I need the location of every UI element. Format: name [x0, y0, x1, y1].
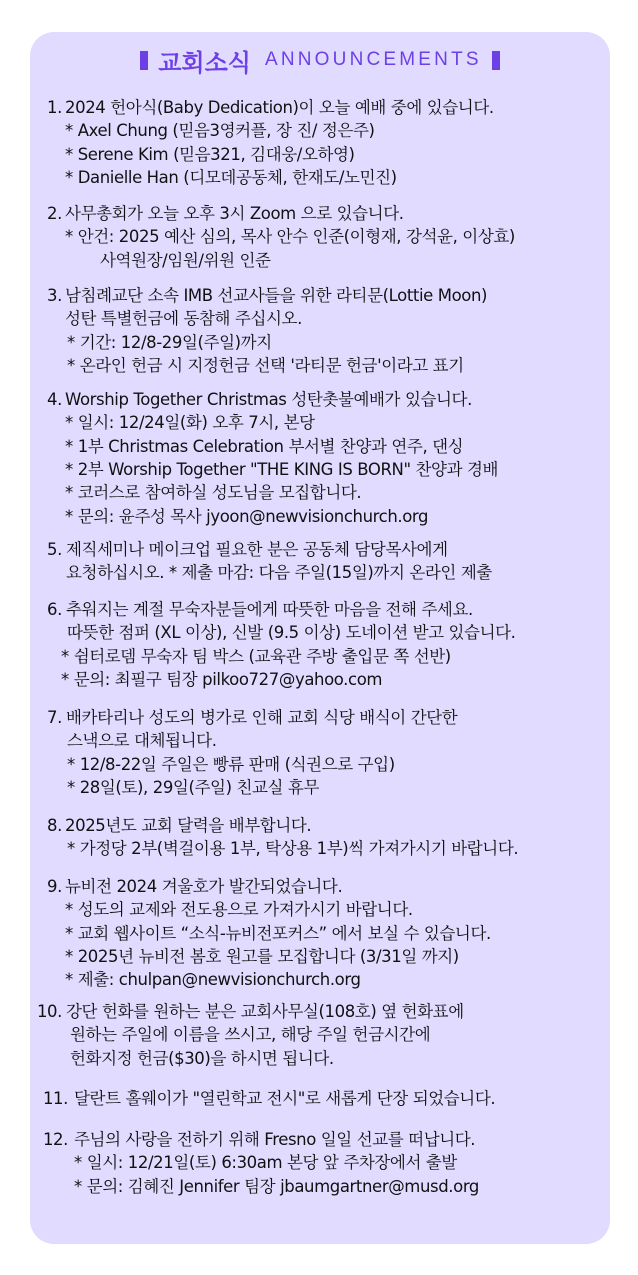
item-line: * 기간: 12/8-29일(주일)까지: [67, 332, 272, 352]
item-line: 스낵으로 대체됩니다.: [67, 731, 217, 751]
left-bar-icon: [140, 51, 148, 70]
item-number: 1.: [47, 98, 62, 117]
item-line: * 쉼터로뎀 무숙자 팀 박스 (교육관 주방 출입문 쪽 선반): [61, 646, 451, 666]
item-line: * 28일(토), 29일(주일) 친교실 휴무: [67, 777, 320, 797]
item-line: * Axel Chung (믿음3영커플, 장 진/ 정은주): [65, 121, 375, 141]
item-line: * 2025년 뉴비전 봄호 원고를 모집합니다 (3/31일 까지): [65, 946, 459, 966]
item-number: 11.: [42, 1089, 68, 1108]
item-line: * 제출: chulpan@newvisionchurch.org: [65, 970, 361, 990]
item-line: * 안건: 2025 예산 심의, 목사 안수 인준(이형재, 강석윤, 이상효): [65, 227, 515, 247]
item-line: 따뜻한 점퍼 (XL 이상), 신발 (9.5 이상) 도네이션 받고 있습니다.: [67, 623, 516, 643]
item-line: * 12/8-22일 주일은 빵류 판매 (식권으로 구입): [67, 754, 395, 774]
item-line: 사무총회가 오늘 오후 3시 Zoom 으로 있습니다.: [65, 204, 404, 223]
item-number: 7.: [47, 708, 62, 727]
title-korean: 교회소식: [158, 47, 251, 77]
item-line: * 문의: 최필구 팀장 pilkoo727@yahoo.com: [61, 669, 383, 689]
item-number: 5.: [47, 540, 62, 559]
item-line: * 일시: 12/21일(토) 6:30am 본당 앞 주차장에서 출발: [74, 1153, 457, 1173]
item-line: 달란트 홀웨이가 "열린학교 전시"로 새롭게 단장 되었습니다.: [74, 1089, 496, 1108]
item-line: * 1부 Christmas Celebration 부서별 찬양과 연주, 댄싱: [65, 436, 464, 456]
item-line: 남침례교단 소속 IMB 선교사들을 위한 라티문(Lottie Moon): [65, 286, 488, 305]
item-line: * Serene Kim (믿음321, 김대웅/오하영): [65, 144, 355, 164]
item-line: * Danielle Han (디모데공동체, 한재도/노민진): [65, 167, 397, 187]
item-line: 주님의 사랑을 전하기 위해 Fresno 일일 선교를 떠납니다.: [74, 1130, 476, 1149]
item-line: 제직세미나 메이크업 필요한 분은 공동체 담당목사에게: [66, 540, 448, 559]
item-number: 10.: [36, 1002, 62, 1021]
item-number: 3.: [47, 286, 62, 305]
item-line: 2024 헌아식(Baby Dedication)이 오늘 예배 중에 있습니다.: [65, 98, 494, 117]
item-number: 6.: [47, 600, 62, 619]
item-line: * 코러스로 참여하실 성도님을 모집합니다.: [65, 483, 362, 503]
announcements-card: [30, 32, 610, 1244]
item-line: * 온라인 헌금 시 지정헌금 선택 '라티문 헌금'이라고 표기: [67, 355, 464, 375]
item-line: * 2부 Worship Together "THE KING IS BORN" 찬양과 경배: [65, 459, 499, 479]
item-line: 강단 헌화를 원하는 분은 교회사무실(108호) 옆 헌화표에: [66, 1002, 464, 1021]
item-line: * 성도의 교제와 전도용으로 가져가시기 바랍니다.: [65, 900, 413, 920]
item-line: 요청하십시오. * 제출 마감: 다음 주일(15일)까지 온라인 제출: [66, 563, 492, 583]
item-line: * 가정당 2부(벽걸이용 1부, 탁상용 1부)씩 가져가시기 바랍니다.: [67, 839, 519, 859]
item-line: Worship Together Christmas 성탄촛불예배가 있습니다.: [65, 390, 472, 409]
item-line: 헌화지정 헌금($30)을 하시면 됩니다.: [70, 1048, 334, 1068]
item-line: 성탄 특별헌금에 동참해 주십시오.: [65, 309, 302, 329]
item-line: 배카타리나 성도의 병가로 인해 교회 식당 배식이 간단한: [66, 708, 458, 727]
announcements-header: [30, 44, 610, 76]
item-line: 원하는 주일에 이름을 쓰시고, 해당 주일 헌금시간에: [70, 1025, 431, 1045]
item-number: 2.: [47, 204, 62, 223]
item-number: 8.: [47, 816, 62, 835]
item-line: * 문의: 윤주성 목사 jyoon@newvisionchurch.org: [65, 506, 429, 526]
item-line: 뉴비전 2024 겨울호가 발간되었습니다.: [65, 877, 343, 896]
item-line: * 문의: 김혜진 Jennifer 팀장 jbaumgartner@musd.org: [74, 1176, 480, 1196]
item-line: 추워지는 계절 무숙자분들에게 따뜻한 마음을 전해 주세요.: [66, 600, 473, 619]
item-line: * 일시: 12/24일(화) 오후 7시, 본당: [65, 413, 315, 433]
item-number: 9.: [47, 877, 62, 896]
item-number: 4.: [47, 390, 62, 409]
item-line: 사역원장/임원/위원 인준: [100, 250, 271, 270]
item-number: 12.: [42, 1130, 68, 1149]
item-line: * 교회 웹사이트 “소식-뉴비전포커스” 에서 보실 수 있습니다.: [65, 923, 491, 943]
right-bar-icon: [492, 51, 500, 70]
title-english: ANNOUNCEMENTS: [264, 49, 482, 70]
item-line: 2025년도 교회 달력을 배부합니다.: [65, 816, 312, 835]
